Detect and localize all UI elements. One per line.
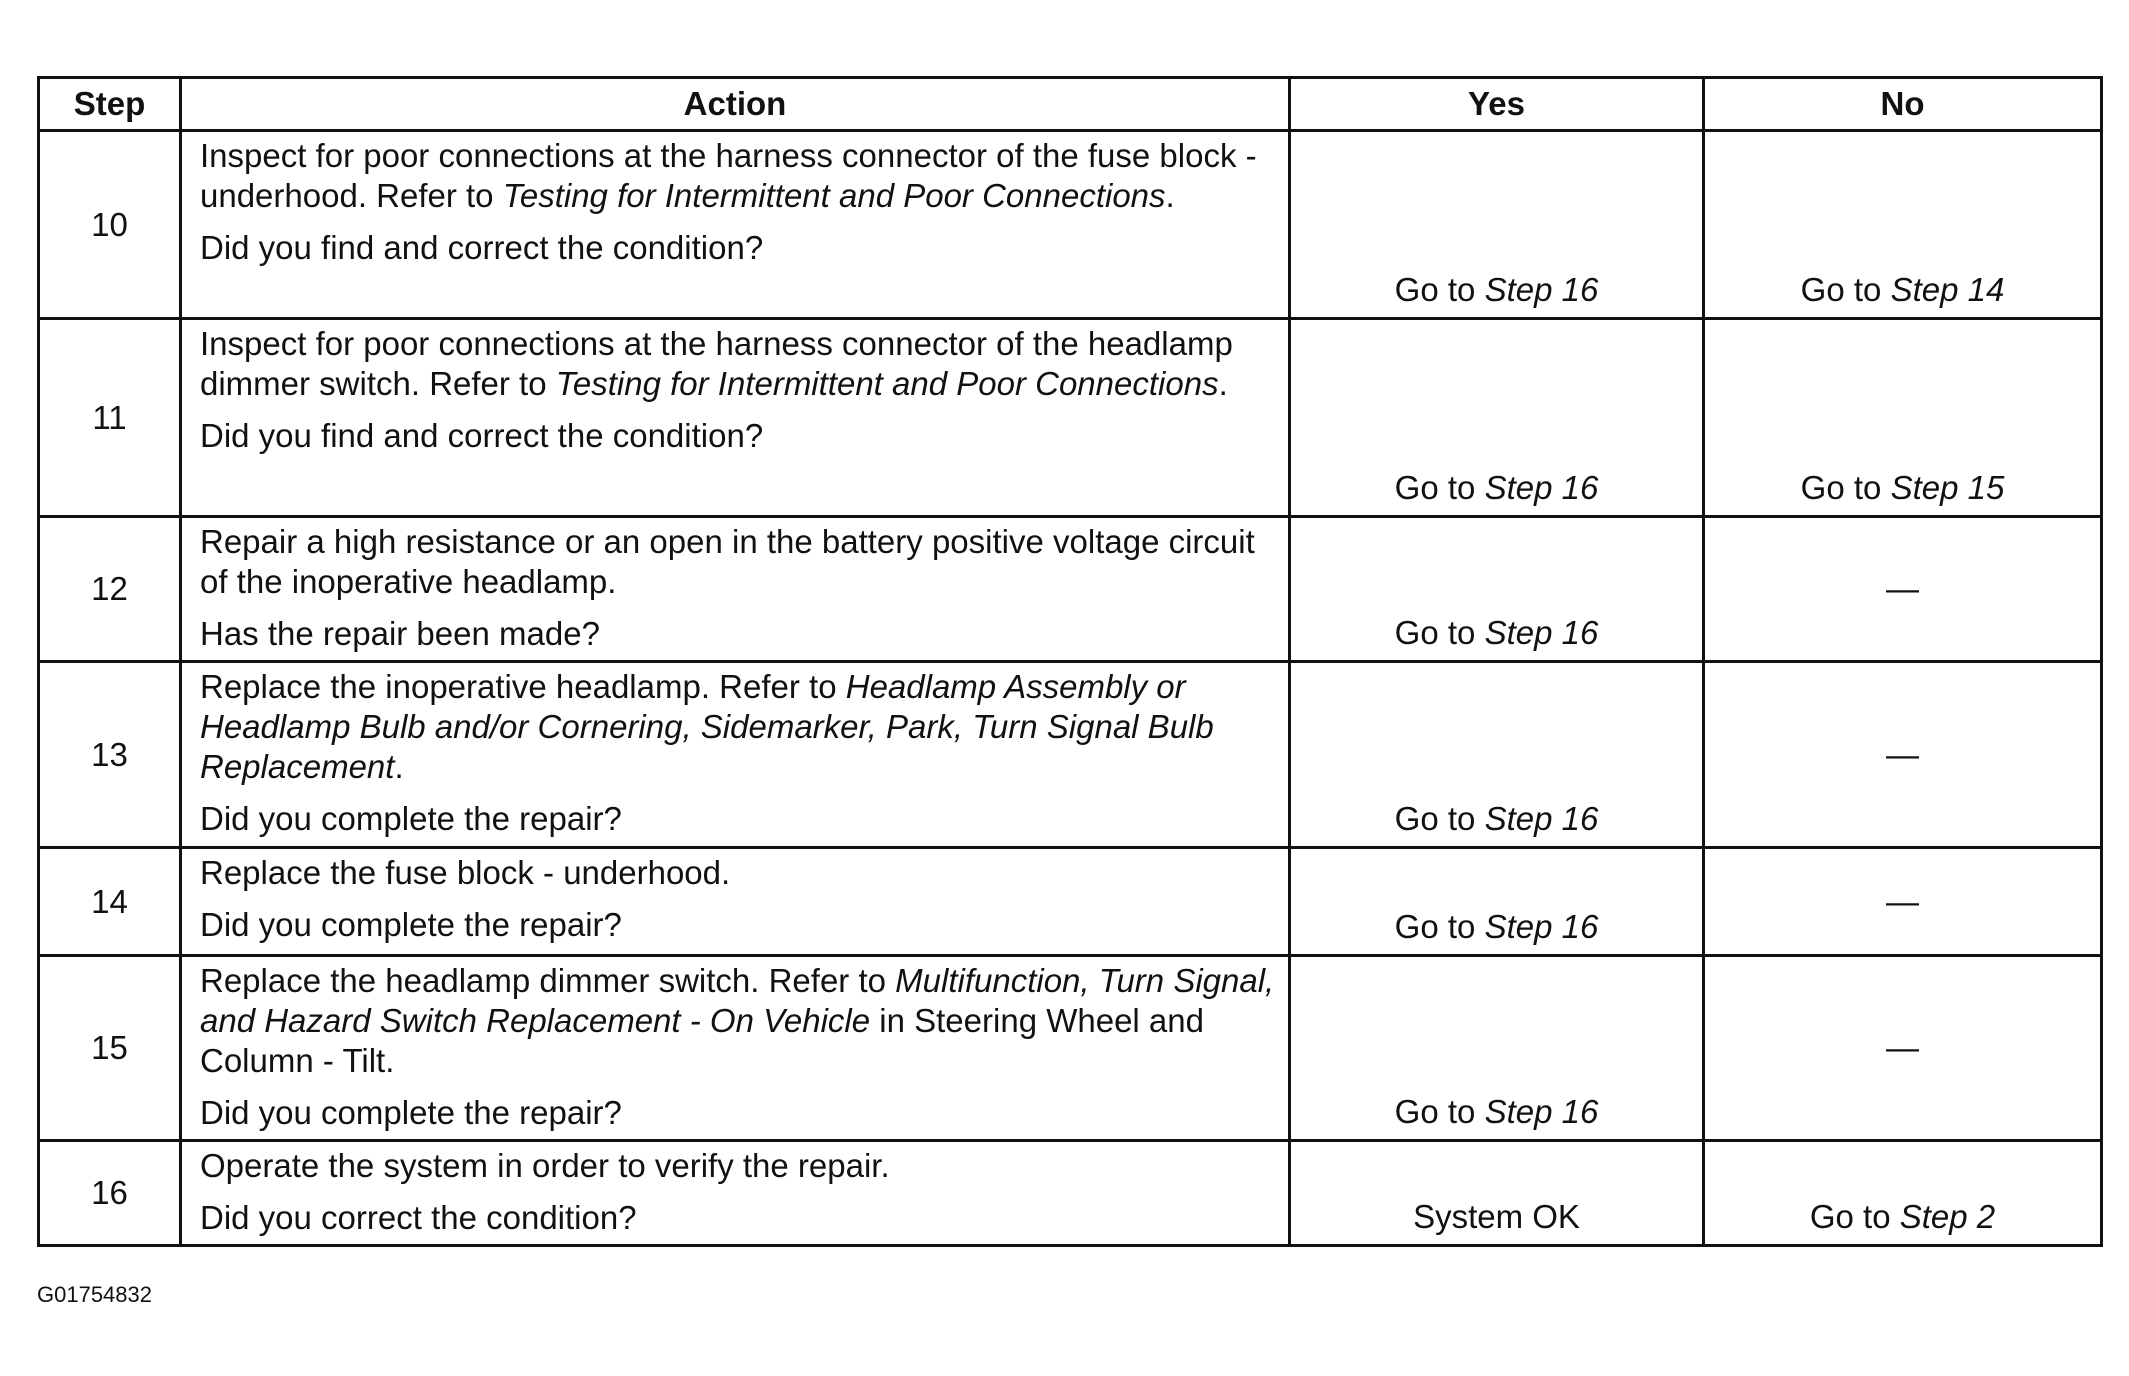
action-instruction (200, 132, 1278, 216)
reference-italic: Step 16 (1484, 908, 1599, 945)
action-instruction (200, 1142, 1278, 1186)
action-instruction (200, 518, 1278, 602)
no-result-empty (1704, 662, 2102, 848)
yes-result (1290, 662, 1704, 848)
text-segment: — (1886, 570, 1919, 607)
table-row (39, 517, 2102, 662)
text-segment: Go to (1800, 271, 1891, 308)
step-number: 15 (39, 956, 181, 1141)
reference-italic: Step 15 (1890, 469, 2005, 506)
action-instruction (200, 663, 1278, 787)
action-instruction (200, 849, 1278, 893)
text-segment: . (1165, 177, 1175, 214)
step-number: 13 (39, 662, 181, 848)
action-cell (181, 848, 1290, 956)
text-segment: Go to (1394, 469, 1485, 506)
text-segment: . (1218, 365, 1228, 402)
step-number: 10 (39, 131, 181, 319)
table-row (39, 956, 2102, 1141)
text-segment: Go to (1394, 1093, 1485, 1130)
table-row (39, 319, 2102, 517)
header-step: Step (39, 78, 181, 131)
table-row (39, 848, 2102, 956)
text-segment: Go to (1394, 614, 1485, 651)
action-cell (181, 131, 1290, 319)
step-number: 16 (39, 1141, 181, 1246)
reference-italic: Headlamp Assembly or Headlamp Bulb and/or Cornering, Sidemarker, Park, Turn Signal Bulb Replacement (200, 668, 1214, 785)
header-yes: Yes (1290, 78, 1704, 131)
no-result (1704, 1141, 2102, 1246)
figure-code: G01754832 (37, 1282, 152, 1307)
yes-result (1290, 956, 1704, 1141)
header-no: No (1704, 78, 2102, 131)
text-segment: System OK (1413, 1198, 1580, 1235)
action-cell (181, 1141, 1290, 1246)
action-instruction (200, 320, 1278, 404)
no-result (1704, 319, 2102, 517)
no-result-empty (1704, 517, 2102, 662)
text-segment: Replace the fuse block - underhood. (200, 854, 731, 891)
reference-italic: Step 16 (1484, 614, 1599, 651)
reference-italic: Step 2 (1899, 1198, 1996, 1235)
reference-italic: Step 14 (1890, 271, 2005, 308)
table-row (39, 662, 2102, 848)
step-number: 12 (39, 517, 181, 662)
text-segment: Go to (1394, 800, 1485, 837)
yes-result (1290, 131, 1704, 319)
table-header (39, 78, 2102, 131)
text-segment: . (394, 748, 404, 785)
action-question: Has the repair been made? (200, 615, 600, 652)
text-segment: Replace the headlamp dimmer switch. Refer to (200, 962, 896, 999)
text-segment: — (1886, 882, 1919, 920)
table-body (39, 131, 2102, 1246)
yes-result (1290, 1141, 1704, 1246)
text-segment: Go to (1394, 908, 1485, 945)
action-cell (181, 956, 1290, 1141)
step-number: 14 (39, 848, 181, 956)
text-segment: — (1886, 1029, 1919, 1066)
reference-italic: Step 16 (1484, 1093, 1599, 1130)
text-segment: Replace the inoperative headlamp. Refer to (200, 668, 846, 705)
action-cell (181, 662, 1290, 848)
no-result (1704, 131, 2102, 319)
text-segment: Go to (1809, 1198, 1900, 1235)
diagnostic-table (37, 76, 2103, 1247)
table-row (39, 131, 2102, 319)
reference-italic: Step 16 (1484, 800, 1599, 837)
table-row (39, 1141, 2102, 1246)
yes-result (1290, 517, 1704, 662)
text-segment: Inspect for poor connections at the harness connector of the fuse block - underhood. Refer to (200, 137, 1257, 214)
action-question: Did you complete the repair? (200, 1094, 622, 1131)
action-question: Did you find and correct the condition? (200, 229, 764, 266)
action-question: Did you find and correct the condition? (200, 417, 764, 454)
text-segment: — (1886, 735, 1919, 773)
action-cell (181, 319, 1290, 517)
text-segment: Go to (1800, 469, 1891, 506)
action-question: Did you complete the repair? (200, 800, 622, 837)
action-question: Did you complete the repair? (200, 906, 622, 943)
reference-italic: Testing for Intermittent and Poor Connections (502, 177, 1166, 214)
reference-italic: Multifunction, Turn Signal, and Hazard Switch Replacement - On Vehicle (200, 962, 1275, 1039)
text-segment: Inspect for poor connections at the harness connector of the headlamp dimmer switch. Refer to (200, 325, 1233, 402)
text-segment: Repair a high resistance or an open in the battery positive voltage circuit of the inoperative headlamp. (200, 523, 1255, 600)
reference-italic: Step 16 (1484, 271, 1599, 308)
reference-italic: Testing for Intermittent and Poor Connections (555, 365, 1219, 402)
text-segment: in Steering Wheel and Column - Tilt. (200, 1002, 1204, 1079)
yes-result (1290, 319, 1704, 517)
yes-result (1290, 848, 1704, 956)
reference-italic: Step 16 (1484, 469, 1599, 506)
action-cell (181, 517, 1290, 662)
action-question: Did you correct the condition? (200, 1199, 637, 1236)
header-action: Action (181, 78, 1290, 131)
action-instruction (200, 957, 1278, 1081)
step-number: 11 (39, 319, 181, 517)
text-segment: Go to (1394, 271, 1485, 308)
text-segment: Operate the system in order to verify the repair. (200, 1147, 890, 1184)
no-result-empty (1704, 956, 2102, 1141)
header-row (39, 78, 2102, 131)
no-result-empty (1704, 848, 2102, 956)
